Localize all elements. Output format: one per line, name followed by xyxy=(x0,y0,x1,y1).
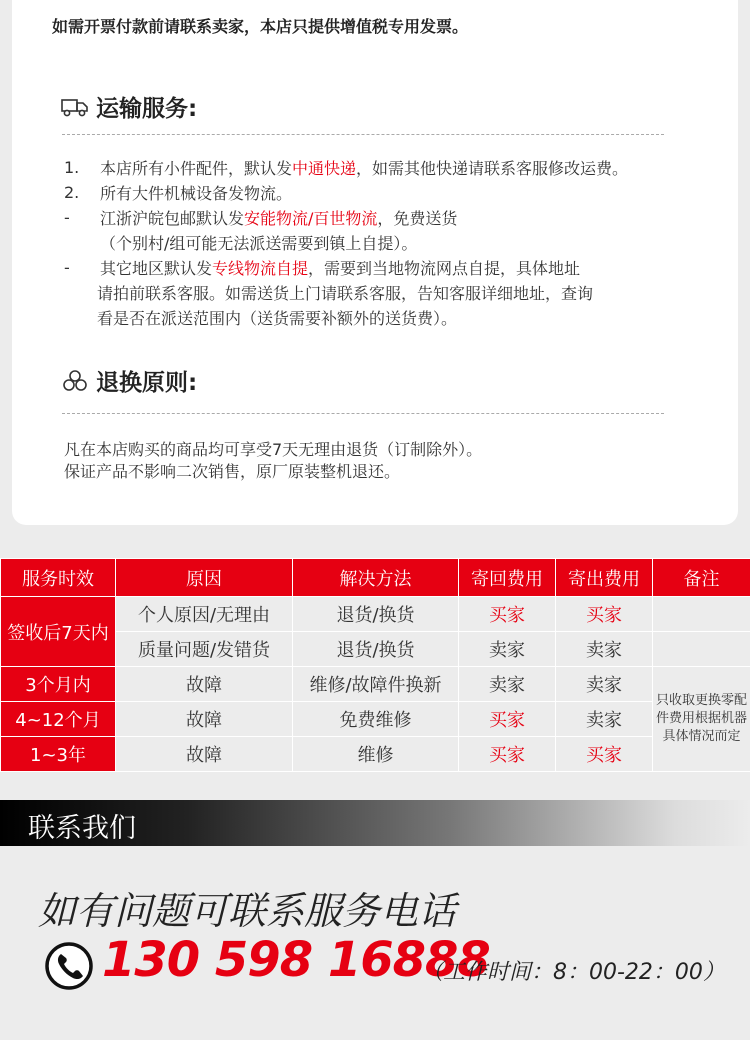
solution-cell: 维修/故障件换新 xyxy=(293,667,459,702)
header-return-fee: 寄回费用 xyxy=(459,559,556,597)
header-period: 服务时效 xyxy=(1,559,116,597)
shipping-item-2: 所有大件机械设备发物流。 xyxy=(100,184,293,203)
working-hours: （工作时间：8：00-22：00） xyxy=(421,960,725,985)
header-solution: 解决方法 xyxy=(293,559,459,597)
shipping-item-4-cont2: 看是否在派送范围内（送货需要补额外的送货费）。 xyxy=(97,309,458,328)
table-row xyxy=(1,702,750,737)
period-cell: 1~3年 xyxy=(1,737,116,772)
header-send-fee: 寄出费用 xyxy=(556,559,653,597)
shipping-item-4: 其它地区默认发专线物流自提，需要到当地物流网点自提，具体地址 xyxy=(100,259,581,278)
header-note: 备注 xyxy=(653,559,750,597)
shipping-item-1: 本店所有小件配件，默认发中通快递，如需其他快递请联系客服修改运费。 xyxy=(100,159,629,178)
send-fee-cell: 卖家 xyxy=(556,632,653,667)
phone-icon xyxy=(44,941,94,991)
phone-number[interactable]: 130 598 16888 xyxy=(102,932,490,988)
shipping-item-3-cont: （个别村/组可能无法派送需要到镇上自提）。 xyxy=(100,234,418,253)
shipping-section-title xyxy=(60,90,197,123)
returns-title: 退换原则: xyxy=(96,370,198,396)
period-cell: 3个月内 xyxy=(1,667,116,702)
return-fee-cell: 买家 xyxy=(459,737,556,772)
return-fee-cell: 买家 xyxy=(459,597,556,632)
reason-cell: 故障 xyxy=(116,667,293,702)
service-policy-table xyxy=(0,558,750,772)
table-header-row xyxy=(1,559,750,597)
solution-cell: 维修 xyxy=(293,737,459,772)
solution-cell: 免费维修 xyxy=(293,702,459,737)
logistics-name: 安能物流/百世物流 xyxy=(244,209,378,228)
send-fee-cell: 卖家 xyxy=(556,702,653,737)
reason-cell: 故障 xyxy=(116,702,293,737)
note-cell xyxy=(653,632,750,667)
return-fee-cell: 卖家 xyxy=(459,632,556,667)
hotline-label: 如有问题可联系服务电话 xyxy=(38,889,457,933)
header-reason: 原因 xyxy=(116,559,293,597)
table-row xyxy=(1,597,750,632)
contact-banner xyxy=(0,800,750,846)
returns-line-2: 保证产品不影响二次销售，原厂原装整机退还。 xyxy=(64,462,401,481)
truck-icon xyxy=(60,94,90,120)
list-marker: - xyxy=(64,258,70,277)
divider xyxy=(62,134,664,135)
list-marker: 2. xyxy=(64,183,80,202)
divider xyxy=(62,413,664,414)
returns-line-1: 凡在本店购买的商品均可享受7天无理由退货（订制除外）。 xyxy=(64,440,483,459)
list-marker: 1. xyxy=(64,158,80,177)
reason-cell: 个人原因/无理由 xyxy=(116,597,293,632)
return-fee-cell: 买家 xyxy=(459,702,556,737)
send-fee-cell: 买家 xyxy=(556,597,653,632)
table-row xyxy=(1,667,750,702)
solution-cell: 退货/换货 xyxy=(293,597,459,632)
contact-banner-title: 联系我们 xyxy=(28,813,136,844)
shipping-title: 运输服务: xyxy=(96,96,198,122)
send-fee-cell: 买家 xyxy=(556,737,653,772)
send-fee-cell: 卖家 xyxy=(556,667,653,702)
return-policy-icon xyxy=(60,368,90,394)
period-cell: 签收后7天内 xyxy=(1,597,116,667)
period-cell: 4~12个月 xyxy=(1,702,116,737)
shipping-item-4-cont: 请拍前联系客服。如需送货上门请联系客服，告知客服详细地址，查询 xyxy=(97,284,594,303)
note-cell xyxy=(653,597,750,632)
solution-cell: 退货/换货 xyxy=(293,632,459,667)
logistics-name: 专线物流自提 xyxy=(212,259,309,278)
return-fee-cell: 卖家 xyxy=(459,667,556,702)
note-cell: 只收取更换零配件费用根据机器具体情况而定 xyxy=(653,667,750,772)
reason-cell: 故障 xyxy=(116,737,293,772)
reason-cell: 质量问题/发错货 xyxy=(116,632,293,667)
shipping-item-3: 江浙沪皖包邮默认发安能物流/百世物流，免费送货 xyxy=(100,209,458,228)
table-row xyxy=(1,737,750,772)
list-marker: - xyxy=(64,208,70,227)
courier-name: 中通快递 xyxy=(292,159,357,178)
returns-section-title xyxy=(60,364,197,397)
invoice-note: 如需开票付款前请联系卖家，本店只提供增值税专用发票。 xyxy=(52,17,469,36)
